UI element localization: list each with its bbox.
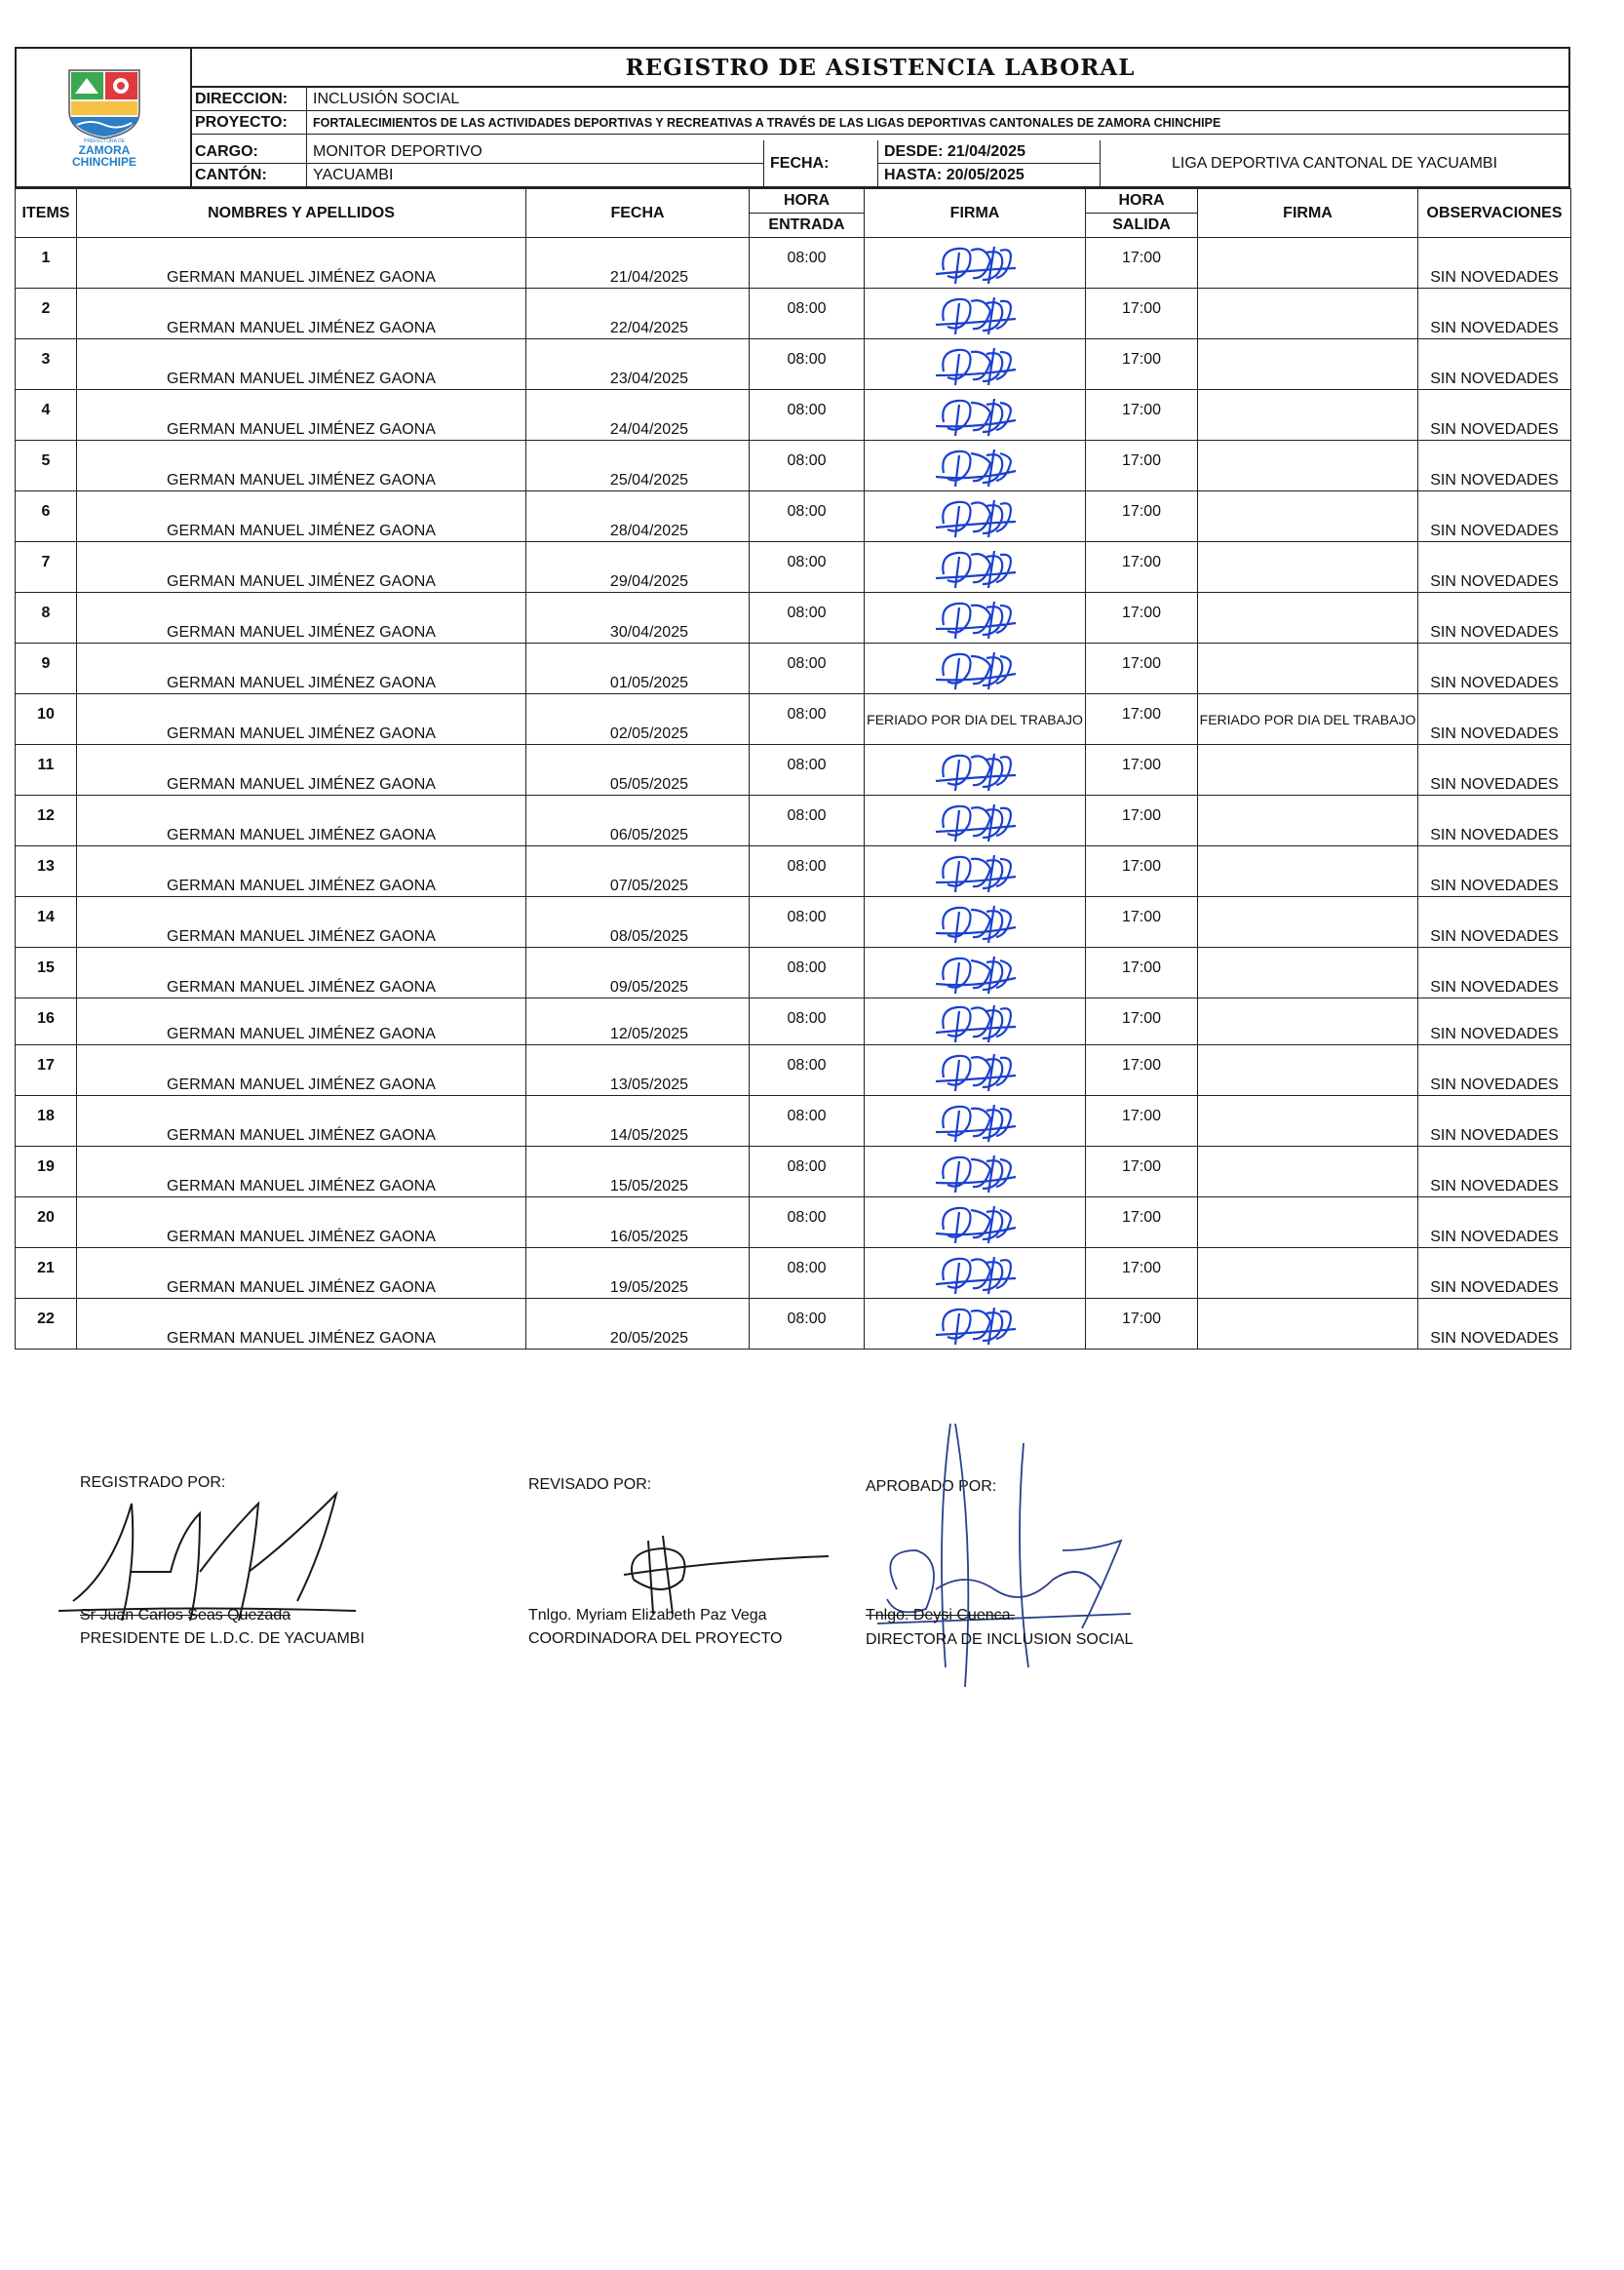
row-item-number: 7 — [16, 542, 77, 593]
row-observation: SIN NOVEDADES — [1418, 1045, 1571, 1096]
row-observation: SIN NOVEDADES — [1418, 1299, 1571, 1350]
row-date: 22/04/2025 — [526, 289, 750, 339]
table-row — [16, 745, 1571, 796]
col-fecha: FECHA — [526, 189, 750, 238]
logo — [17, 49, 192, 186]
row-item-number: 14 — [16, 897, 77, 948]
row-employee-name: GERMAN MANUEL JIMÉNEZ GAONA — [77, 998, 526, 1045]
signature-mark — [926, 342, 1024, 387]
row-employee-name: GERMAN MANUEL JIMÉNEZ GAONA — [77, 644, 526, 694]
row-signature-in — [865, 289, 1086, 339]
col-firma-2: FIRMA — [1198, 189, 1418, 238]
row-item-number: 9 — [16, 644, 77, 694]
col-hora-salida-top: HORA — [1086, 189, 1198, 214]
row-employee-name: GERMAN MANUEL JIMÉNEZ GAONA — [77, 339, 526, 390]
table-row — [16, 339, 1571, 390]
row-item-number: 8 — [16, 593, 77, 644]
row-signature-in — [865, 1147, 1086, 1197]
proyecto-label: PROYECTO: — [192, 111, 307, 134]
row-signature-in — [865, 390, 1086, 441]
row-time-out: 17:00 — [1086, 593, 1198, 644]
signature-mark — [926, 545, 1024, 590]
row-time-in: 08:00 — [750, 1299, 865, 1350]
table-row — [16, 593, 1571, 644]
row-time-out: 17:00 — [1086, 1045, 1198, 1096]
row-date: 12/05/2025 — [526, 998, 750, 1045]
row-time-out: 17:00 — [1086, 491, 1198, 542]
row-observation: SIN NOVEDADES — [1418, 1096, 1571, 1147]
row-employee-name: GERMAN MANUEL JIMÉNEZ GAONA — [77, 238, 526, 289]
aprobado-label: APROBADO POR: — [866, 1478, 997, 1495]
logo-subtext: PREFECTURA DE — [84, 138, 125, 144]
row-observation: SIN NOVEDADES — [1418, 339, 1571, 390]
registrado-label: REGISTRADO POR: — [80, 1474, 226, 1491]
signature-mark — [926, 1048, 1024, 1093]
table-row — [16, 1248, 1571, 1299]
signature-mark — [926, 241, 1024, 286]
table-row — [16, 796, 1571, 846]
row-employee-name: GERMAN MANUEL JIMÉNEZ GAONA — [77, 593, 526, 644]
aprobado-name: Tnlgo. Deysi Cuenca. — [866, 1607, 1015, 1624]
row-item-number: 4 — [16, 390, 77, 441]
row-signature-out — [1198, 694, 1418, 745]
cargo-label: CARGO: — [192, 140, 307, 163]
row-observation: SIN NOVEDADES — [1418, 694, 1571, 745]
logo-text-line1: ZAMORA — [78, 143, 131, 157]
row-signature-in — [865, 542, 1086, 593]
row-time-out: 17:00 — [1086, 644, 1198, 694]
canton-value: YACUAMBI — [313, 167, 394, 183]
row-item-number: 13 — [16, 846, 77, 897]
registrado-name: Sr Juan Carlos Seas Quezada — [80, 1607, 291, 1624]
row-signature-out — [1198, 1096, 1418, 1147]
row-time-in: 08:00 — [750, 796, 865, 846]
canton-row — [192, 164, 763, 186]
row-time-out: 17:00 — [1086, 238, 1198, 289]
row-time-in: 08:00 — [750, 593, 865, 644]
row-time-in: 08:00 — [750, 289, 865, 339]
row-signature-in — [865, 644, 1086, 694]
row-employee-name: GERMAN MANUEL JIMÉNEZ GAONA — [77, 796, 526, 846]
signature-mark — [926, 596, 1024, 641]
row-time-in: 08:00 — [750, 441, 865, 491]
row-item-number: 5 — [16, 441, 77, 491]
row-employee-name: GERMAN MANUEL JIMÉNEZ GAONA — [77, 694, 526, 745]
col-items: ITEMS — [16, 189, 77, 238]
row-time-out: 17:00 — [1086, 745, 1198, 796]
row-date: 23/04/2025 — [526, 339, 750, 390]
table-row — [16, 1147, 1571, 1197]
row-item-number: 11 — [16, 745, 77, 796]
signature-mark — [926, 900, 1024, 945]
revisado-signature — [604, 1521, 838, 1619]
row-item-number: 21 — [16, 1248, 77, 1299]
row-signature-out — [1198, 1248, 1418, 1299]
row-signature-in — [865, 948, 1086, 998]
col-firma-1: FIRMA — [865, 189, 1086, 238]
signature-mark — [926, 748, 1024, 793]
row-employee-name: GERMAN MANUEL JIMÉNEZ GAONA — [77, 1248, 526, 1299]
row-signature-out — [1198, 796, 1418, 846]
col-nombres: NOMBRES Y APELLIDOS — [77, 189, 526, 238]
row-signature-in — [865, 1096, 1086, 1147]
row-time-out: 17:00 — [1086, 1299, 1198, 1350]
row-item-number: 10 — [16, 694, 77, 745]
row-time-in: 08:00 — [750, 339, 865, 390]
row-time-out: 17:00 — [1086, 948, 1198, 998]
row-time-in: 08:00 — [750, 1197, 865, 1248]
row-signature-in — [865, 441, 1086, 491]
table-row — [16, 694, 1571, 745]
signature-mark — [926, 799, 1024, 843]
row-signature-out — [1198, 1197, 1418, 1248]
signature-mark — [926, 999, 1024, 1044]
row-date: 13/05/2025 — [526, 1045, 750, 1096]
row-item-number: 1 — [16, 238, 77, 289]
row-time-in: 08:00 — [750, 1045, 865, 1096]
row-signature-out — [1198, 998, 1418, 1045]
row-employee-name: GERMAN MANUEL JIMÉNEZ GAONA — [77, 1045, 526, 1096]
row-time-in: 08:00 — [750, 1096, 865, 1147]
row-signature-in — [865, 491, 1086, 542]
row-signature-out — [1198, 644, 1418, 694]
table-row — [16, 897, 1571, 948]
row-date: 24/04/2025 — [526, 390, 750, 441]
logo-text-line2: CHINCHIPE — [71, 155, 136, 169]
signature-mark — [926, 393, 1024, 438]
row-item-number: 18 — [16, 1096, 77, 1147]
signature-mark — [926, 646, 1024, 691]
row-time-in: 08:00 — [750, 1147, 865, 1197]
cargo-value: MONITOR DEPORTIVO — [313, 143, 483, 160]
row-item-number: 12 — [16, 796, 77, 846]
col-hora-entrada-bottom: ENTRADA — [750, 214, 865, 238]
row-item-number: 15 — [16, 948, 77, 998]
row-time-out: 17:00 — [1086, 897, 1198, 948]
row-date: 20/05/2025 — [526, 1299, 750, 1350]
direccion-value: INCLUSIÓN SOCIAL — [313, 91, 460, 107]
signature-mark — [926, 1150, 1024, 1194]
row-observation: SIN NOVEDADES — [1418, 289, 1571, 339]
registrado-role: PRESIDENTE DE L.D.C. DE YACUAMBI — [80, 1630, 365, 1647]
row-observation: SIN NOVEDADES — [1418, 542, 1571, 593]
row-signature-in — [865, 745, 1086, 796]
table-row — [16, 1045, 1571, 1096]
table-row — [16, 846, 1571, 897]
revisado-name: Tnlgo. Myriam Elizabeth Paz Vega — [528, 1607, 767, 1624]
row-signature-in — [865, 339, 1086, 390]
signature-mark — [926, 849, 1024, 894]
row-signature-out — [1198, 289, 1418, 339]
row-employee-name: GERMAN MANUEL JIMÉNEZ GAONA — [77, 289, 526, 339]
header-block — [15, 47, 1570, 188]
row-time-in: 08:00 — [750, 897, 865, 948]
row-observation: SIN NOVEDADES — [1418, 1248, 1571, 1299]
signature-mark — [926, 951, 1024, 996]
row-observation: SIN NOVEDADES — [1418, 897, 1571, 948]
col-observaciones: OBSERVACIONES — [1418, 189, 1571, 238]
row-time-in: 08:00 — [750, 644, 865, 694]
row-signature-in — [865, 897, 1086, 948]
row-signature-in — [865, 1197, 1086, 1248]
row-signature-out — [1198, 1299, 1418, 1350]
row-time-out: 17:00 — [1086, 390, 1198, 441]
row-observation: SIN NOVEDADES — [1418, 1147, 1571, 1197]
row-item-number: 2 — [16, 289, 77, 339]
holiday-note: FERIADO POR DIA DEL TRABAJO — [867, 711, 1083, 727]
hasta-date: HASTA: 20/05/2025 — [878, 164, 1101, 187]
table-row — [16, 998, 1571, 1045]
row-time-in: 08:00 — [750, 846, 865, 897]
cargo-row — [192, 140, 763, 164]
table-row — [16, 1299, 1571, 1350]
table-row — [16, 948, 1571, 998]
row-signature-out — [1198, 1045, 1418, 1096]
signature-mark — [926, 1200, 1024, 1245]
row-item-number: 19 — [16, 1147, 77, 1197]
desde-date: DESDE: 21/04/2025 — [878, 140, 1101, 164]
row-signature-out — [1198, 745, 1418, 796]
row-observation: SIN NOVEDADES — [1418, 644, 1571, 694]
row-time-in: 08:00 — [750, 1248, 865, 1299]
row-date: 25/04/2025 — [526, 441, 750, 491]
row-signature-in — [865, 998, 1086, 1045]
signature-mark — [926, 1302, 1024, 1347]
row-item-number: 3 — [16, 339, 77, 390]
row-signature-in — [865, 1248, 1086, 1299]
row-time-in: 08:00 — [750, 948, 865, 998]
row-signature-out — [1198, 441, 1418, 491]
row-time-out: 17:00 — [1086, 1248, 1198, 1299]
row-employee-name: GERMAN MANUEL JIMÉNEZ GAONA — [77, 846, 526, 897]
row-observation: SIN NOVEDADES — [1418, 948, 1571, 998]
row-employee-name: GERMAN MANUEL JIMÉNEZ GAONA — [77, 745, 526, 796]
row-observation: SIN NOVEDADES — [1418, 796, 1571, 846]
row-date: 08/05/2025 — [526, 897, 750, 948]
row-observation: SIN NOVEDADES — [1418, 745, 1571, 796]
row-date: 29/04/2025 — [526, 542, 750, 593]
table-row — [16, 441, 1571, 491]
row-date: 21/04/2025 — [526, 238, 750, 289]
row-time-out: 17:00 — [1086, 796, 1198, 846]
row-date: 01/05/2025 — [526, 644, 750, 694]
row-employee-name: GERMAN MANUEL JIMÉNEZ GAONA — [77, 1147, 526, 1197]
direccion-label: DIRECCION: — [192, 88, 307, 110]
row-signature-out — [1198, 390, 1418, 441]
liga-name: LIGA DEPORTIVA CANTONAL DE YACUAMBI — [1171, 155, 1498, 172]
row-signature-in — [865, 846, 1086, 897]
row-observation: SIN NOVEDADES — [1418, 491, 1571, 542]
row-observation: SIN NOVEDADES — [1418, 238, 1571, 289]
row-item-number: 16 — [16, 998, 77, 1045]
table-row — [16, 289, 1571, 339]
row-employee-name: GERMAN MANUEL JIMÉNEZ GAONA — [77, 390, 526, 441]
row-signature-out — [1198, 897, 1418, 948]
row-time-in: 08:00 — [750, 998, 865, 1045]
proyecto-row — [192, 111, 1568, 135]
row-time-out: 17:00 — [1086, 1197, 1198, 1248]
signature-mark — [926, 494, 1024, 539]
table-row — [16, 238, 1571, 289]
revisado-label: REVISADO POR: — [528, 1476, 652, 1493]
row-signature-out — [1198, 542, 1418, 593]
signature-mark — [926, 1099, 1024, 1144]
row-signature-out — [1198, 1147, 1418, 1197]
row-observation: SIN NOVEDADES — [1418, 441, 1571, 491]
col-hora-salida-bottom: SALIDA — [1086, 214, 1198, 238]
row-employee-name: GERMAN MANUEL JIMÉNEZ GAONA — [77, 1096, 526, 1147]
row-observation: SIN NOVEDADES — [1418, 1197, 1571, 1248]
row-item-number: 20 — [16, 1197, 77, 1248]
row-employee-name: GERMAN MANUEL JIMÉNEZ GAONA — [77, 1299, 526, 1350]
signature-mark — [926, 1251, 1024, 1296]
row-employee-name: GERMAN MANUEL JIMÉNEZ GAONA — [77, 897, 526, 948]
row-time-out: 17:00 — [1086, 441, 1198, 491]
attendance-table — [15, 188, 1571, 1350]
row-time-out: 17:00 — [1086, 1147, 1198, 1197]
row-signature-in — [865, 1299, 1086, 1350]
row-date: 14/05/2025 — [526, 1096, 750, 1147]
fecha-label: FECHA: — [763, 140, 878, 186]
row-date: 28/04/2025 — [526, 491, 750, 542]
row-item-number: 17 — [16, 1045, 77, 1096]
row-date: 15/05/2025 — [526, 1147, 750, 1197]
row-time-out: 17:00 — [1086, 542, 1198, 593]
row-observation: SIN NOVEDADES — [1418, 593, 1571, 644]
row-time-in: 08:00 — [750, 694, 865, 745]
row-employee-name: GERMAN MANUEL JIMÉNEZ GAONA — [77, 542, 526, 593]
table-row — [16, 390, 1571, 441]
row-employee-name: GERMAN MANUEL JIMÉNEZ GAONA — [77, 1197, 526, 1248]
row-observation: SIN NOVEDADES — [1418, 390, 1571, 441]
signature-mark — [926, 292, 1024, 336]
revisado-role: COORDINADORA DEL PROYECTO — [528, 1630, 783, 1647]
row-item-number: 6 — [16, 491, 77, 542]
col-hora-entrada-top: HORA — [750, 189, 865, 214]
row-signature-in — [865, 238, 1086, 289]
row-date: 06/05/2025 — [526, 796, 750, 846]
logo-text — [17, 144, 192, 168]
holiday-note: FERIADO POR DIA DEL TRABAJO — [1199, 711, 1416, 727]
signature-mark — [926, 444, 1024, 489]
row-time-out: 17:00 — [1086, 846, 1198, 897]
row-date: 16/05/2025 — [526, 1197, 750, 1248]
row-date: 19/05/2025 — [526, 1248, 750, 1299]
row-time-in: 08:00 — [750, 390, 865, 441]
direccion-row — [192, 88, 1568, 111]
document-title: REGISTRO DE ASISTENCIA LABORAL — [192, 49, 1568, 88]
row-time-out: 17:00 — [1086, 998, 1198, 1045]
row-time-out: 17:00 — [1086, 1096, 1198, 1147]
row-signature-out — [1198, 593, 1418, 644]
row-signature-in — [865, 694, 1086, 745]
row-signature-out — [1198, 846, 1418, 897]
row-time-in: 08:00 — [750, 542, 865, 593]
row-time-out: 17:00 — [1086, 339, 1198, 390]
row-date: 02/05/2025 — [526, 694, 750, 745]
table-row — [16, 644, 1571, 694]
proyecto-value: FORTALECIMIENTOS DE LAS ACTIVIDADES DEPORTIVAS Y RECREATIVAS A TRAVÉS DE LAS LIGAS DEPORTIVAS CANTONALES DE ZAMORA CHINCHIPE — [313, 116, 1221, 130]
row-time-in: 08:00 — [750, 491, 865, 542]
aprobado-role: DIRECTORA DE INCLUSION SOCIAL — [866, 1631, 1134, 1648]
row-employee-name: GERMAN MANUEL JIMÉNEZ GAONA — [77, 441, 526, 491]
row-employee-name: GERMAN MANUEL JIMÉNEZ GAONA — [77, 491, 526, 542]
row-signature-in — [865, 1045, 1086, 1096]
row-time-in: 08:00 — [750, 238, 865, 289]
row-signature-out — [1198, 948, 1418, 998]
row-item-number: 22 — [16, 1299, 77, 1350]
table-body — [16, 238, 1571, 1350]
row-time-out: 17:00 — [1086, 289, 1198, 339]
canton-label: CANTÓN: — [192, 164, 307, 186]
table-row — [16, 542, 1571, 593]
coat-of-arms-icon — [63, 64, 145, 140]
row-signature-in — [865, 796, 1086, 846]
row-time-in: 08:00 — [750, 745, 865, 796]
row-date: 05/05/2025 — [526, 745, 750, 796]
row-date: 07/05/2025 — [526, 846, 750, 897]
row-observation: SIN NOVEDADES — [1418, 998, 1571, 1045]
row-signature-in — [865, 593, 1086, 644]
table-row — [16, 1197, 1571, 1248]
row-signature-out — [1198, 238, 1418, 289]
row-date: 30/04/2025 — [526, 593, 750, 644]
row-date: 09/05/2025 — [526, 948, 750, 998]
row-signature-out — [1198, 339, 1418, 390]
row-signature-out — [1198, 491, 1418, 542]
row-observation: SIN NOVEDADES — [1418, 846, 1571, 897]
table-row — [16, 491, 1571, 542]
row-employee-name: GERMAN MANUEL JIMÉNEZ GAONA — [77, 948, 526, 998]
aprobado-signature — [858, 1414, 1141, 1706]
table-row — [16, 1096, 1571, 1147]
row-time-out: 17:00 — [1086, 694, 1198, 745]
